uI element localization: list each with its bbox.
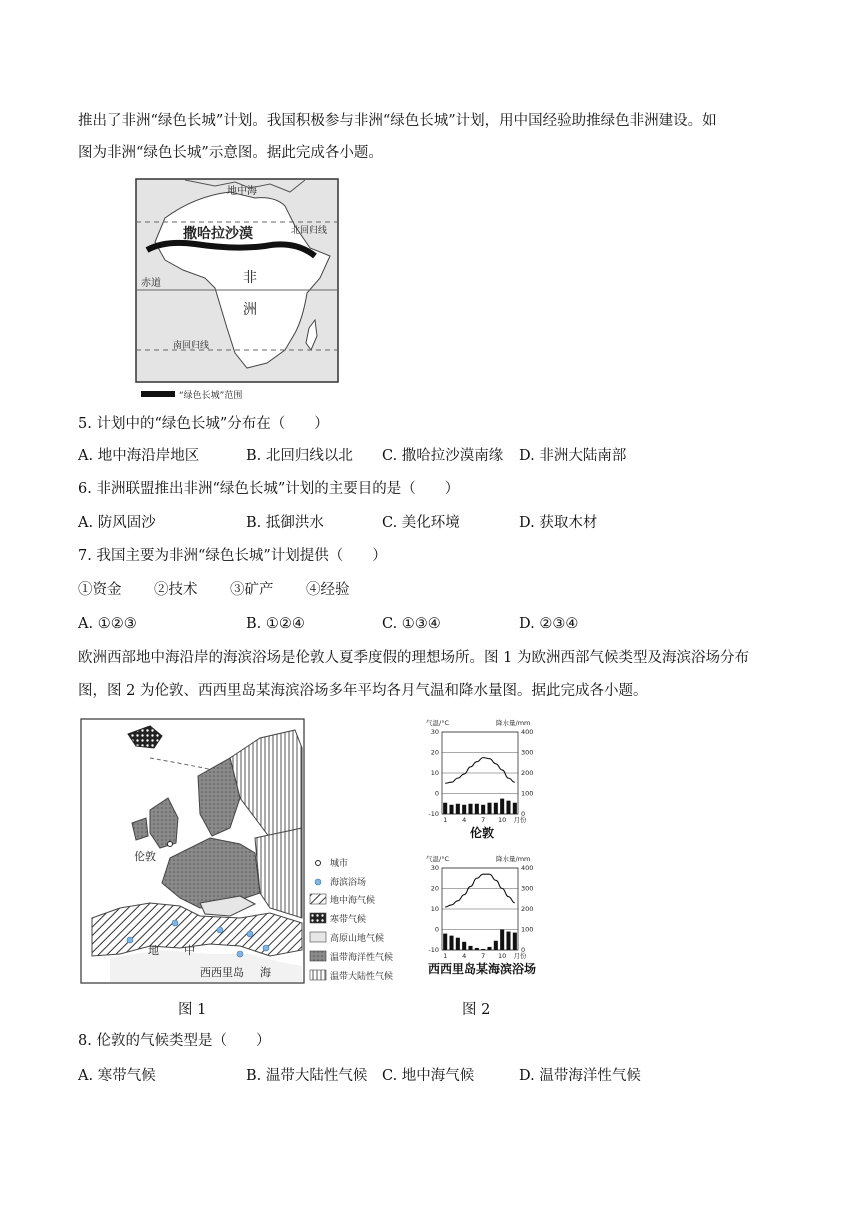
precip-bar bbox=[475, 948, 479, 950]
legend-oceanic-climate: 温带海洋性气候 bbox=[330, 953, 394, 963]
figure-2-caption: 图 2 bbox=[462, 1002, 491, 1018]
intro2-line-1: 欧洲西部地中海沿岸的海滨浴场是伦敦人夏季度假的理想场所。图 1 为欧洲西部气候类型及海滨浴场分布 bbox=[78, 650, 749, 666]
q7-option-a[interactable]: A. ①②③ bbox=[78, 616, 137, 632]
figure-1-caption: 图 1 bbox=[178, 1002, 207, 1018]
precip-bar bbox=[443, 803, 447, 814]
month-tick-label: 10 bbox=[498, 952, 507, 960]
temp-tick-label: 0 bbox=[434, 789, 439, 798]
temp-line bbox=[445, 874, 515, 907]
precip-axis-title: 降水量/mm bbox=[496, 855, 531, 863]
sicily-climate-chart bbox=[420, 852, 550, 988]
precip-bar bbox=[500, 930, 504, 951]
q7-option-b[interactable]: B. ①②④ bbox=[246, 616, 305, 632]
precip-tick-label: 100 bbox=[521, 925, 534, 934]
precip-tick-label: 100 bbox=[521, 789, 534, 798]
q7-stem: 7. 我国主要为非洲“绿色长城”计划提供（ ） bbox=[78, 548, 387, 564]
q5-option-d[interactable]: D. 非洲大陆南部 bbox=[519, 448, 627, 464]
label-hai: 海 bbox=[260, 966, 271, 979]
precip-bar bbox=[481, 805, 485, 814]
temp-tick-label: 0 bbox=[434, 925, 439, 934]
label-fei: 非 bbox=[243, 270, 257, 286]
legend-cold-climate: 寒带气候 bbox=[330, 915, 367, 925]
temp-tick-label: -10 bbox=[428, 946, 439, 954]
precip-bar bbox=[513, 933, 517, 950]
month-tick-label: 10 bbox=[498, 816, 507, 824]
q7-option-c[interactable]: C. ①③④ bbox=[382, 616, 441, 632]
q7-option-d[interactable]: D. ②③④ bbox=[519, 616, 579, 632]
q6-option-b[interactable]: B. 抵御洪水 bbox=[246, 515, 324, 531]
precip-tick-label: 400 bbox=[521, 864, 534, 872]
precip-tick-label: 0 bbox=[521, 946, 526, 954]
month-tick-label: 4 bbox=[462, 816, 467, 824]
legend-city: 城市 bbox=[330, 859, 349, 869]
legend-swatch-green-wall bbox=[141, 391, 175, 397]
precip-bar bbox=[506, 801, 510, 814]
temp-axis-title: 气温/°C bbox=[426, 855, 449, 863]
q5-option-a[interactable]: A. 地中海沿岸地区 bbox=[78, 448, 200, 464]
month-tick-label: 7 bbox=[481, 816, 486, 824]
temp-tick-label: -10 bbox=[428, 810, 439, 818]
q6-option-d[interactable]: D. 获取木材 bbox=[519, 515, 598, 531]
precip-bar bbox=[449, 805, 453, 814]
q8-option-c[interactable]: C. 地中海气候 bbox=[382, 1068, 475, 1084]
q8-option-a[interactable]: A. 寒带气候 bbox=[78, 1068, 156, 1084]
precip-bar bbox=[506, 932, 510, 950]
label-zhou: 洲 bbox=[243, 302, 257, 318]
temp-tick-label: 10 bbox=[430, 769, 439, 777]
q7-item-2: ②技术 bbox=[154, 582, 198, 598]
month-axis-suffix: 月份 bbox=[513, 952, 527, 960]
precip-bar bbox=[500, 799, 504, 814]
map-legend bbox=[310, 857, 393, 982]
temp-axis-title: 气温/°C bbox=[426, 719, 449, 727]
precip-axis-title: 降水量/mm bbox=[496, 719, 531, 727]
label-di: 地 bbox=[148, 944, 159, 957]
precip-tick-label: 300 bbox=[521, 884, 534, 893]
temp-line bbox=[445, 758, 515, 784]
label-tropic-capricorn: 南回归线 bbox=[173, 341, 210, 351]
precip-bar bbox=[462, 942, 466, 950]
precip-bar bbox=[475, 804, 479, 814]
london-climate-chart bbox=[420, 716, 550, 850]
label-mediterranean: 地中海 bbox=[227, 186, 257, 197]
precip-tick-label: 400 bbox=[521, 728, 534, 736]
legend-mediterranean-climate: 地中海气候 bbox=[330, 896, 376, 906]
intro2-line-2: 图，图 2 为伦敦、西西里岛某海滨浴场多年平均各月气温和降水量图。据此完成各小题。 bbox=[78, 683, 648, 699]
q7-item-4: ④经验 bbox=[306, 582, 350, 598]
month-tick-label: 1 bbox=[443, 952, 448, 960]
month-tick-label: 4 bbox=[462, 952, 467, 960]
precip-bar bbox=[494, 941, 498, 950]
q6-option-c[interactable]: C. 美化环境 bbox=[382, 515, 460, 531]
legend-highland-climate: 高原山地气候 bbox=[330, 934, 385, 944]
legend-beach: 海滨浴场 bbox=[330, 878, 367, 888]
precip-bar bbox=[456, 938, 460, 950]
label-zhong: 中 bbox=[184, 944, 195, 957]
precip-bar bbox=[456, 804, 460, 814]
precip-bar bbox=[468, 946, 472, 950]
precip-bar bbox=[481, 949, 485, 950]
temp-tick-label: 30 bbox=[430, 864, 439, 872]
q6-option-a[interactable]: A. 防风固沙 bbox=[78, 515, 156, 531]
chart-title: 西西里岛某海滨浴场 bbox=[427, 962, 537, 976]
precip-bar bbox=[462, 805, 466, 814]
legend-green-wall: “绿色长城”范围 bbox=[179, 391, 243, 401]
month-tick-label: 1 bbox=[443, 816, 448, 824]
precip-bar bbox=[494, 803, 498, 814]
month-tick-label: 7 bbox=[481, 952, 486, 960]
label-equator: 赤道 bbox=[141, 278, 161, 289]
q5-option-b[interactable]: B. 北回归线以北 bbox=[246, 448, 353, 464]
precip-bar bbox=[449, 936, 453, 950]
q8-option-b[interactable]: B. 温带大陆性气候 bbox=[246, 1068, 368, 1084]
africa-green-wall-map bbox=[135, 178, 341, 403]
label-sicily: 西西里岛 bbox=[200, 966, 244, 979]
precip-tick-label: 300 bbox=[521, 748, 534, 757]
precip-bar bbox=[443, 934, 447, 950]
intro-line-2: 图为非洲“绿色长城”示意图。据此完成各小题。 bbox=[78, 145, 383, 161]
q8-stem: 8. 伦敦的气候类型是（ ） bbox=[78, 1033, 271, 1049]
temp-tick-label: 20 bbox=[430, 748, 439, 757]
precip-tick-label: 0 bbox=[521, 810, 526, 818]
intro-line-1: 推出了非洲“绿色长城”计划。我国积极参与非洲“绿色长城”计划，用中国经验助推绿色非洲建设。如 bbox=[78, 113, 717, 129]
q8-option-d[interactable]: D. 温带海洋性气候 bbox=[519, 1068, 641, 1084]
q6-stem: 6. 非洲联盟推出非洲“绿色长城”计划的主要目的是（ ） bbox=[78, 481, 460, 497]
label-tropic-cancer: 北回归线 bbox=[291, 226, 328, 236]
precip-bar bbox=[487, 803, 491, 814]
month-axis-suffix: 月份 bbox=[513, 816, 527, 824]
precip-bar bbox=[513, 803, 517, 814]
q5-option-c[interactable]: C. 撒哈拉沙漠南缘 bbox=[382, 448, 504, 464]
europe-climate-map bbox=[80, 718, 412, 988]
q7-item-1: ①资金 bbox=[78, 582, 122, 598]
q7-item-3: ③矿产 bbox=[230, 582, 274, 598]
precip-bar bbox=[487, 947, 491, 950]
precip-bar bbox=[468, 804, 472, 814]
legend-continental-climate: 温带大陆性气候 bbox=[330, 972, 394, 982]
temp-tick-label: 30 bbox=[430, 728, 439, 736]
q5-stem: 5. 计划中的“绿色长城”分布在（ ） bbox=[78, 416, 329, 432]
label-sahara: 撒哈拉沙漠 bbox=[183, 226, 253, 242]
temp-tick-label: 20 bbox=[430, 884, 439, 893]
chart-title: 伦敦 bbox=[469, 826, 495, 840]
precip-tick-label: 200 bbox=[521, 769, 534, 777]
precip-tick-label: 200 bbox=[521, 905, 534, 913]
temp-tick-label: 10 bbox=[430, 905, 439, 913]
label-london: 伦敦 bbox=[134, 850, 156, 863]
